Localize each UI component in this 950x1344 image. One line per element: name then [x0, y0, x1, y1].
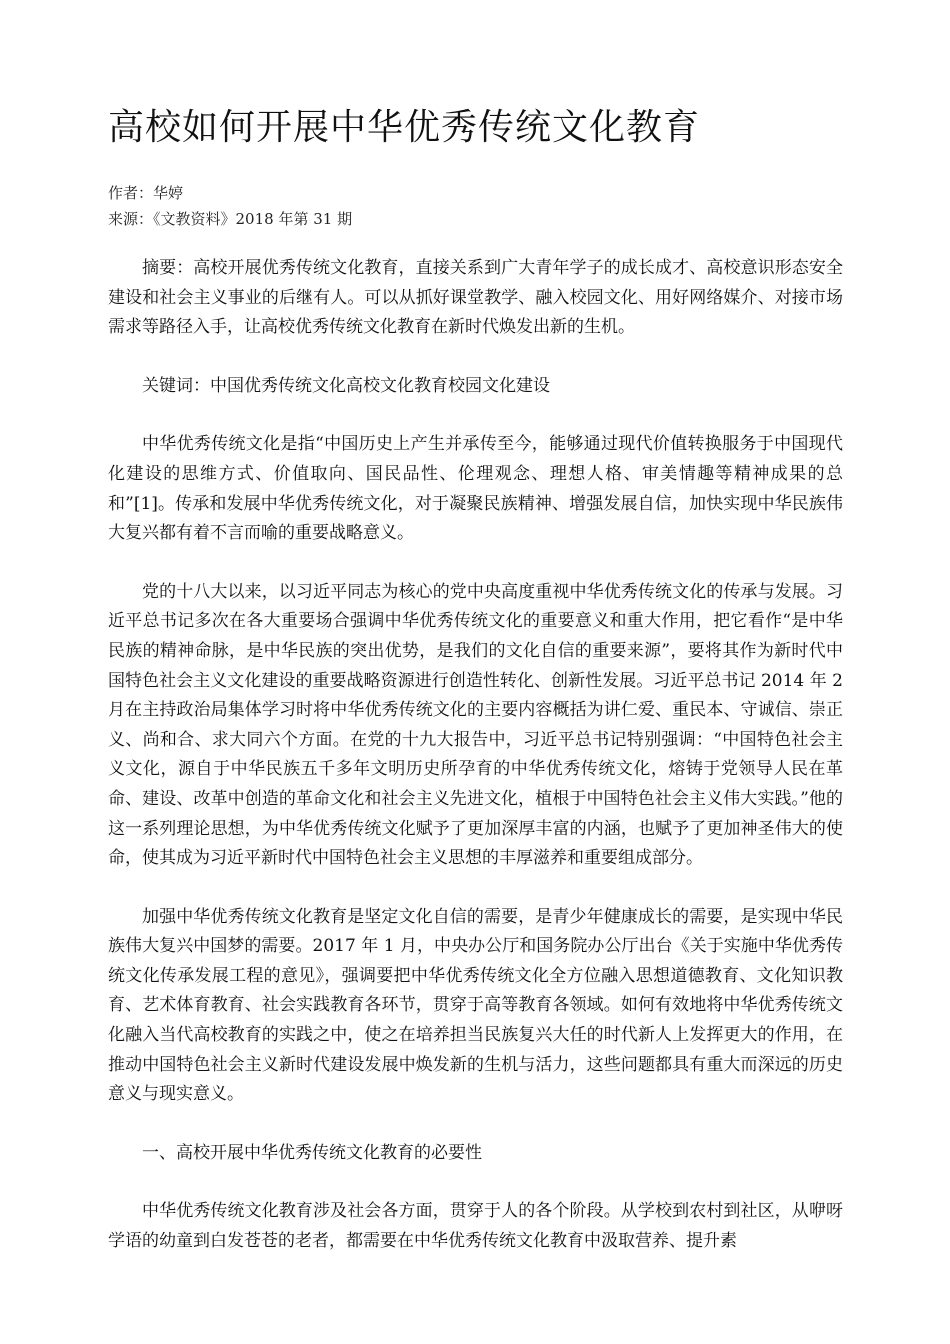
source-label: 来源： — [108, 210, 154, 228]
abstract-paragraph: 摘要：高校开展优秀传统文化教育，直接关系到广大青年学子的成长成才、高校意识形态安全建设和社会主义事业的后继有人。可以从抓好课堂教学、融入校园文化、用好网络媒介、对接市场需求等路径入手，让高校优秀传统文化教育在新时代焕发出新的生机。 — [108, 258, 843, 338]
body-paragraph: 中华优秀传统文化是指“中国历史上产生并承传至今，能够通过现代价值转换服务于中国现代化建设的思维方式、价值取向、国民品性、伦理观念、理想人格、审美情趣等精神成果的总和”[1]。传承和发展中华优秀传统文化，对于凝聚民族精神、增强发展自信，加快实现中华民族伟大复兴都有着不言而喻的重要战略意义。 — [108, 434, 843, 544]
source-name: 《文教资料》2018 年第 31 期 — [153, 210, 353, 228]
document-body — [108, 254, 843, 1257]
document-title: 高校如何开展中华优秀传统文化教育 — [108, 107, 701, 148]
document-meta — [108, 180, 843, 232]
author-label: 作者： — [108, 184, 154, 202]
body-paragraph: 中华优秀传统文化教育涉及社会各方面，贯穿于人的各个阶段。从学校到农村到社区，从咿呀学语的幼童到白发苍苍的老者，都需要在中华优秀传统文化教育中汲取营养、提升素 — [108, 1201, 843, 1252]
author-line — [108, 180, 843, 206]
document-page — [108, 100, 843, 1286]
body-paragraph: 加强中华优秀传统文化教育是坚定文化自信的需要，是青少年健康成长的需要，是实现中华民族伟大复兴中国梦的需要。2017 年 1 月，中央办公厅和国务院办公厅出台《关于实施中华优秀传统文化传承发展工程的意见》，强调要把中华优秀传统文化全方位融入思想道德教育、文化知识教育、艺术体育教育、社会实践教育各环节，贯穿于高等教育各领域。如何有效地将中华优秀传统文化融入当代高校教育的实践之中，使之在培养担当民族复兴大任的时代新人上发挥更大的作用，在推动中国特色社会主义新时代建设发展中焕发新的生机与活力，这些问题都具有重大而深远的历史意义与现实意义。 — [108, 906, 843, 1105]
source-line — [108, 206, 843, 232]
author-name: 华婷 — [153, 184, 184, 202]
section-heading: 一、高校开展中华优秀传统文化教育的必要性 — [142, 1142, 482, 1163]
body-paragraph: 党的十八大以来，以习近平同志为核心的党中央高度重视中华优秀传统文化的传承与发展。习近平总书记多次在各大重要场合强调中华优秀传统文化的重要意义和重大作用，把它看作“是中华民族的精神命脉，是中华民族的突出优势，是我们的文化自信的重要来源”，要将其作为新时代中国特色社会主义文化建设的重要战略资源进行创造性转化、创新性发展。习近平总书记 2014 年 2 月在主持政治局集体学习时将中华优秀传统文化的主要内容概括为讲仁爱、重民本、守诚信、崇正义、尚和合、求大同六个方面。在党的十九大报告中，习近平总书记特别强调：“中国特色社会主义文化，源自于中华民族五千多年文明历史所孕育的中华优秀传统文化，熔铸于党领导人民在革命、建设、改革中创造的革命文化和社会主义先进文化，植根于中国特色社会主义伟大实践。”他的这一系列理论思想，为中华优秀传统文化赋予了更加深厚丰富的内涵，也赋予了更加神圣伟大的使命，使其成为习近平新时代中国特色社会主义思想的丰厚滋养和重要组成部分。 — [108, 581, 843, 869]
keywords-paragraph: 关键词：中国优秀传统文化高校文化教育校园文化建设 — [142, 375, 550, 396]
